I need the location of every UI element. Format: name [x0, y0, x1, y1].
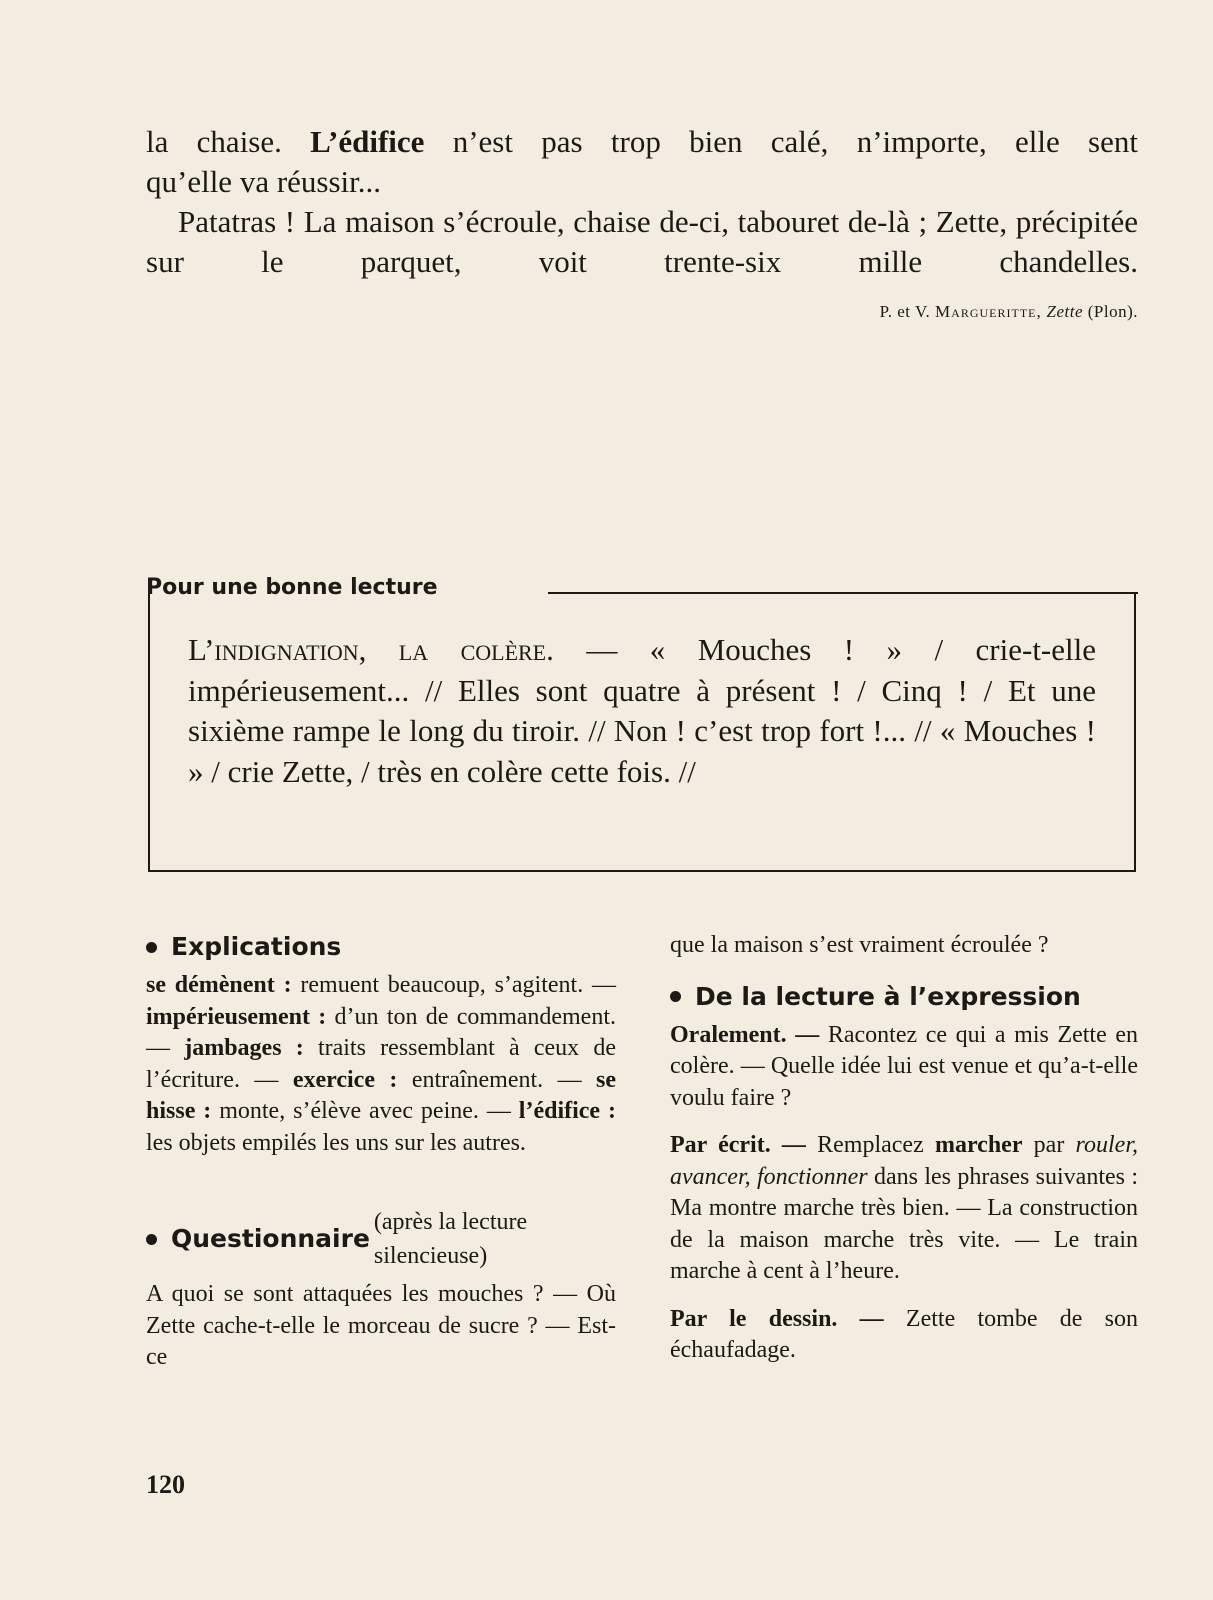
source-credit: P. et V. Margueritte, Zette (Plon). [879, 302, 1138, 321]
right-column [670, 930, 1138, 1367]
bullet-icon [146, 1234, 157, 1245]
par-ecrit-text: Par écrit. — Remplacez marcher par rouler, avancer, fonctionner dans les phrases suivantes : Ma montre marche très bien. — La construction de la maison marche très vite. — Le train marche à cent à l’heure. [670, 1132, 1138, 1284]
edifice-word: L’édifice [310, 124, 425, 159]
oralement-text: Oralement. — Racontez ce qui a mis Zette en colère. — Quelle idée lui est venue et qu’a-t-elle voulu faire ? [670, 1021, 1138, 1111]
par-le-dessin-text: Par le dessin. — Zette tombe de son échaufadage. [670, 1305, 1138, 1363]
narrative-text [146, 122, 1138, 282]
explications-heading: Explications [146, 930, 616, 964]
questionnaire-continued: que la maison s’est vraiment écroulée ? [670, 932, 1049, 958]
bullet-icon [670, 991, 681, 1002]
left-column [146, 930, 616, 1374]
reading-box-label: L’indignation, la colère. [188, 632, 554, 667]
narrative-line-1: la chaise. L’édifice n’est pas trop bien calé, n’importe, elle sent [146, 124, 1138, 159]
narrative-paragraph-2: Patatras ! La maison s’écroule, chaise de-ci, tabouret de-là ; Zette, précipitée sur le parquet, voit trente-six mille chandelles. [146, 204, 1138, 279]
page-number: 120 [146, 1470, 185, 1499]
narrative-line-2: qu’elle va réussir... [146, 164, 382, 199]
expression-heading: De la lecture à l’expression [670, 980, 1138, 1014]
reading-box-heading: Pour une bonne lecture [146, 575, 438, 600]
explications-text: se démènent : remuent beaucoup, s’agitent. — impérieusement : d’un ton de commandement. — jambages : traits ressemblant à ceux de l’écriture. — exercice : entraînement. — se hisse : monte, s’élève avec peine. — l’édifice : les objets empilés les uns sur les autres. [146, 972, 617, 1156]
bullet-icon [146, 942, 157, 953]
questionnaire-text: A quoi se sont attaquées les mouches ? — Où Zette cache-t-elle le morceau de sucre ? — Est-ce [146, 1281, 616, 1370]
reading-box-text: L’indignation, la colère. — « Mouches ! » / crie-t-elle impérieusement... // Elles sont quatre à présent ! / Cinq ! / Et une sixième rampe le long du tiroir. // Non ! c’est trop fort !... // « Mouches ! » / crie Zette, / très en colère cette fois. // [188, 632, 1097, 789]
questionnaire-heading: Questionnaire (après la lecture silencieuse) [146, 1205, 616, 1273]
